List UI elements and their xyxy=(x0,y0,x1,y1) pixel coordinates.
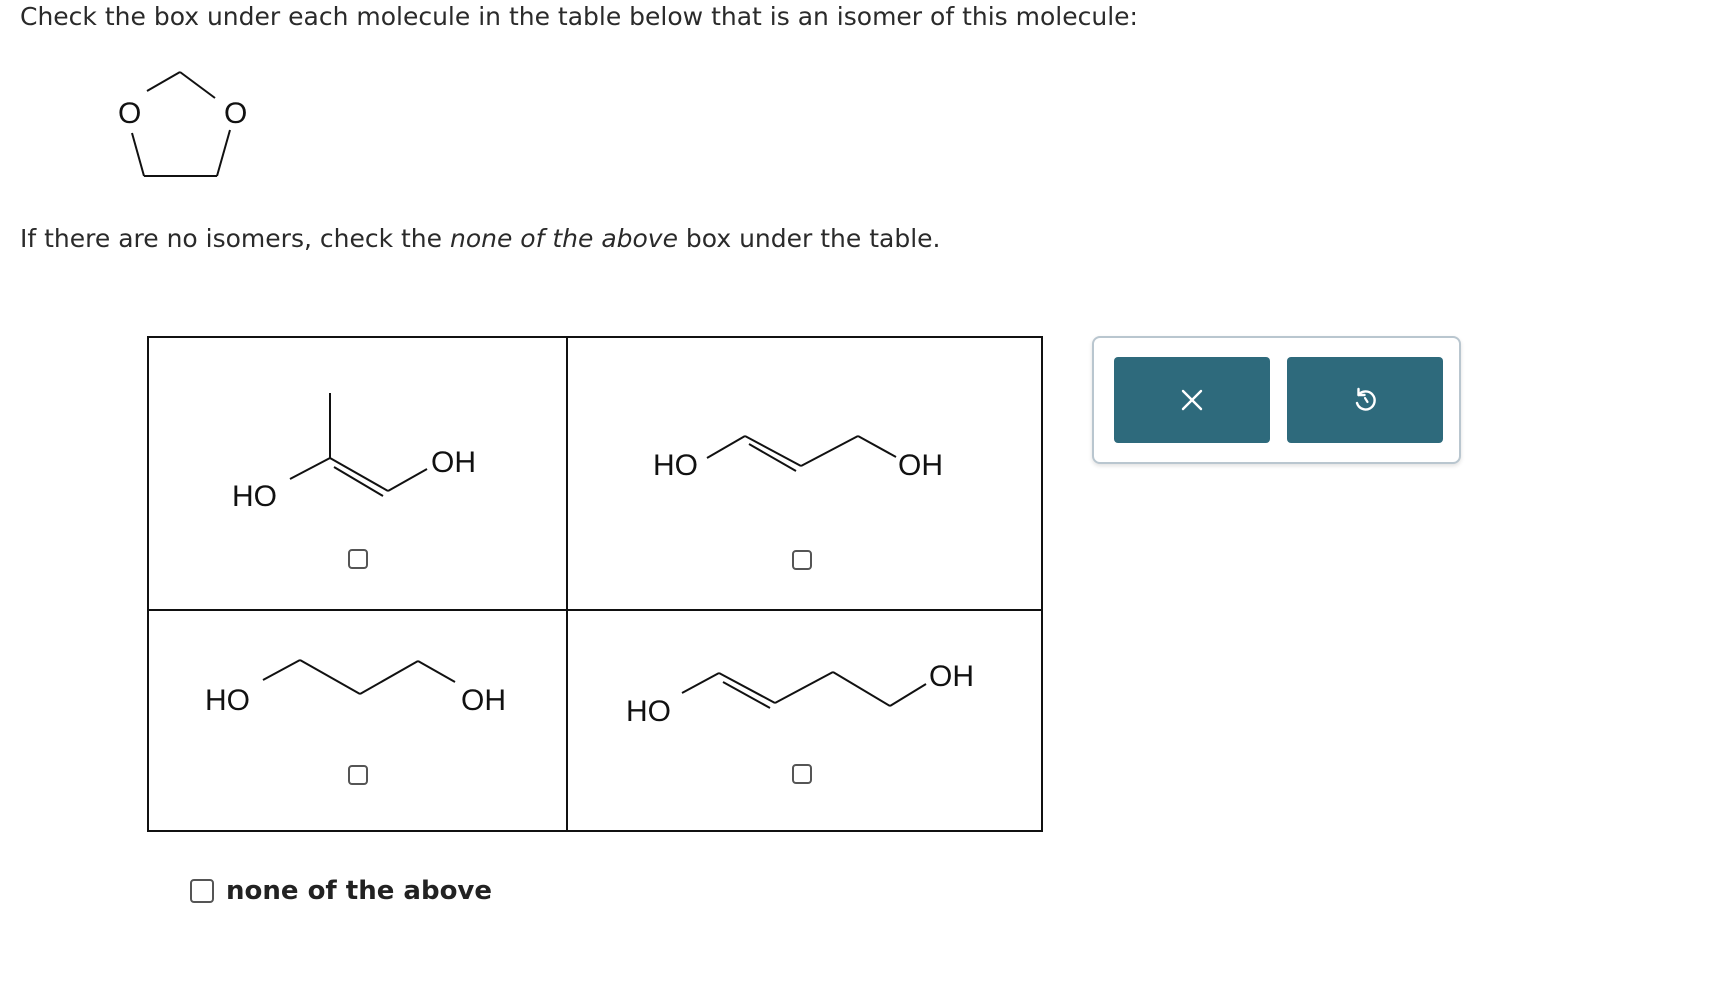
option-4-label-left: HO xyxy=(626,695,671,728)
clear-button[interactable] xyxy=(1114,357,1270,443)
question-prompt: Check the box under each molecule in the table below that is an isomer of this molecule: xyxy=(20,2,1138,31)
ring-oxygen-right: O xyxy=(224,97,248,130)
none-of-the-above-label: none of the above xyxy=(226,876,493,906)
close-icon xyxy=(1178,386,1206,414)
option-4-label-right: OH xyxy=(929,660,974,693)
reference-molecule xyxy=(100,60,260,194)
none-of-the-above-option[interactable] xyxy=(190,876,492,906)
option-cell-3 xyxy=(149,611,568,830)
answer-tools-panel xyxy=(1092,336,1461,464)
undo-icon xyxy=(1349,384,1381,416)
option-cell-2 xyxy=(568,338,1041,611)
none-of-the-above-checkbox[interactable] xyxy=(190,879,214,903)
option-2-label-right: OH xyxy=(898,449,943,482)
option-3-checkbox[interactable] xyxy=(348,765,368,785)
option-cell-4 xyxy=(568,611,1041,830)
instruction-text: If there are no isomers, check the none of the above box under the table. xyxy=(20,224,941,253)
undo-button[interactable] xyxy=(1287,357,1443,443)
ring-oxygen-left: O xyxy=(118,97,142,130)
option-1-checkbox[interactable] xyxy=(348,549,368,569)
option-2-label-left: HO xyxy=(653,449,698,482)
option-1-label-left: HO xyxy=(232,480,277,513)
instruction-emphasis: none of the above xyxy=(449,224,678,253)
option-1-label-right: OH xyxy=(431,446,476,479)
option-2-checkbox[interactable] xyxy=(792,550,812,570)
isomer-table xyxy=(147,336,1043,832)
option-3-label-left: HO xyxy=(205,684,250,717)
option-4-checkbox[interactable] xyxy=(792,764,812,784)
option-cell-1 xyxy=(149,338,568,611)
option-3-label-right: OH xyxy=(461,684,506,717)
